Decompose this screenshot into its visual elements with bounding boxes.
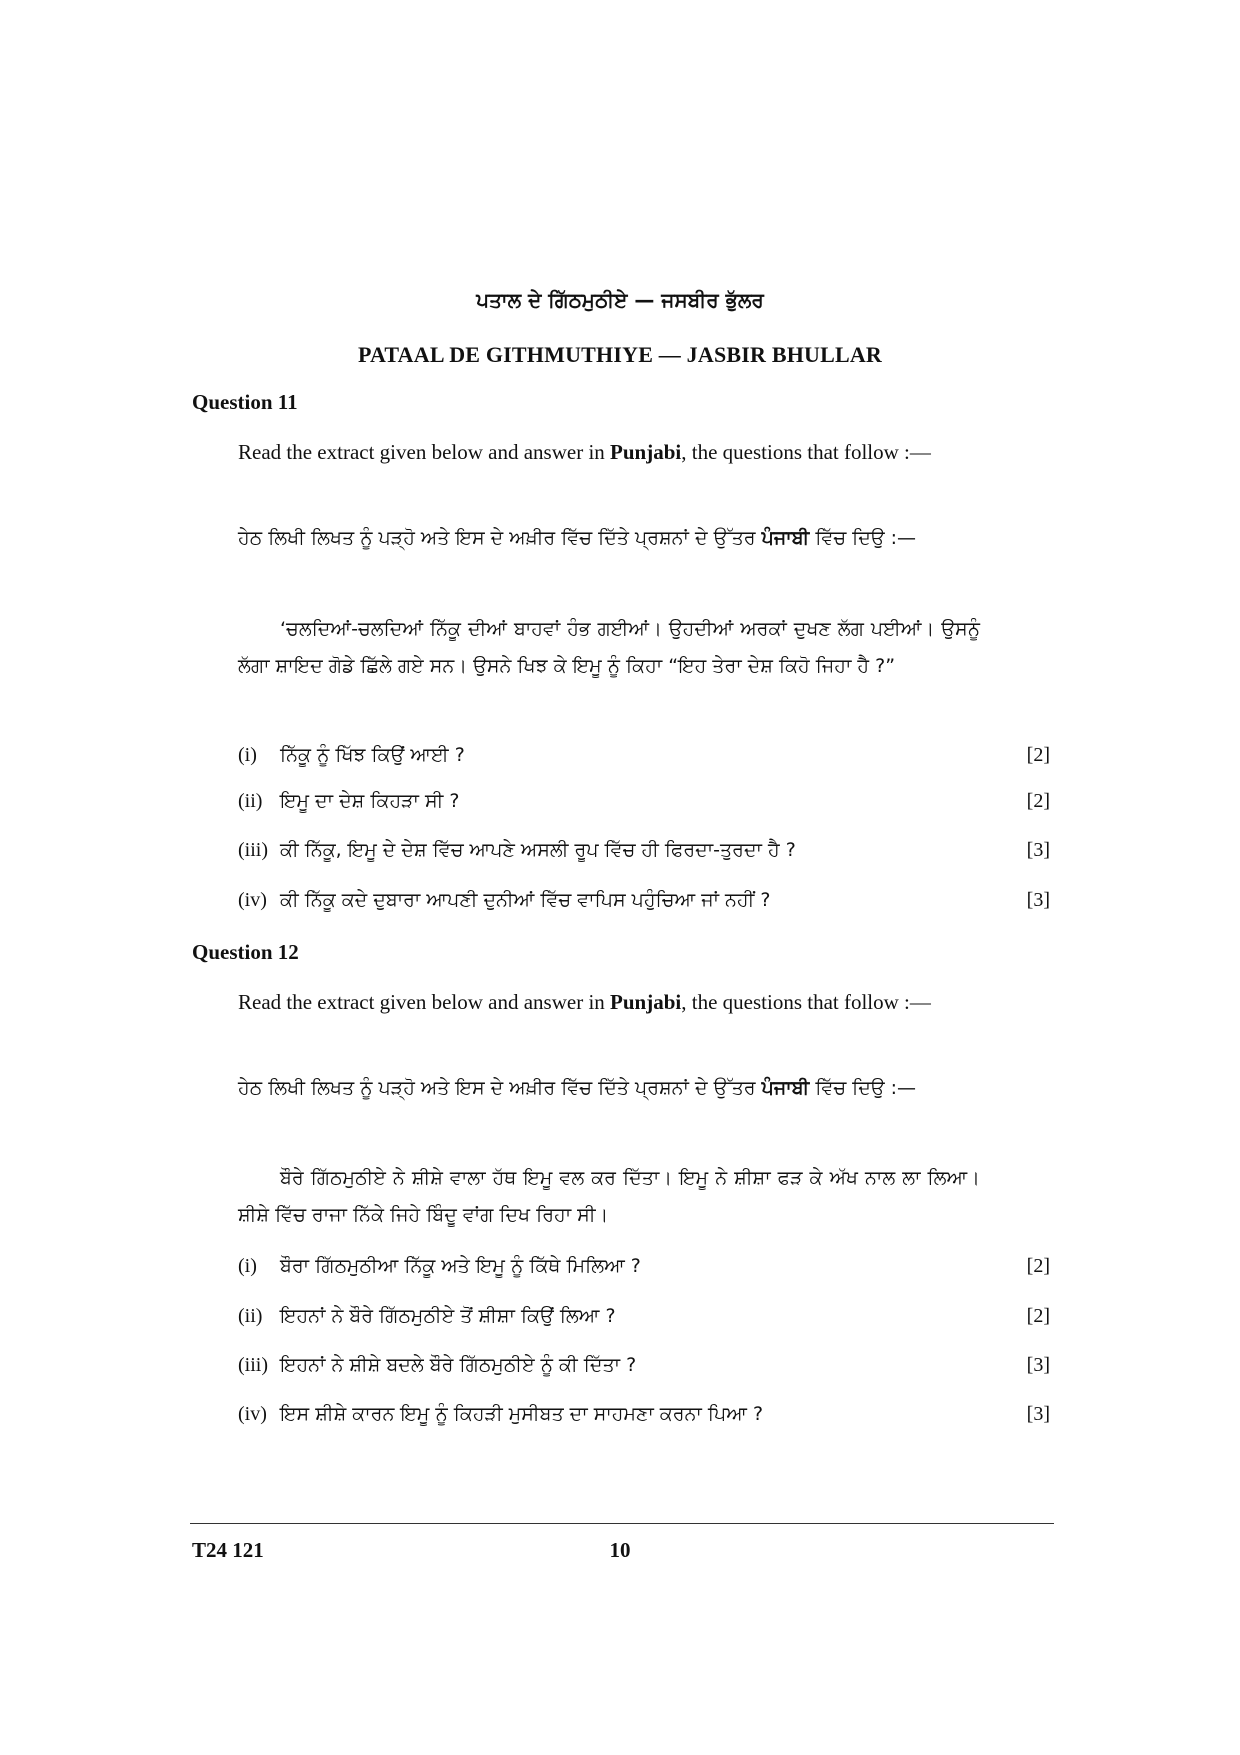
q12-item-number: (iii) [238, 1354, 268, 1376]
q11-extract: ‘ਚਲਦਿਆਂ-ਚਲਦਿਆਂ ਨਿੱਕੂ ਦੀਆਂ ਬਾਹਵਾਂ ਹੰਭ ਗਈਆਂ। ਉਹਦੀਆਂ ਅਰਕਾਂ ਦੁਖਣ ਲੱਗ ਪਈਆਂ। ਉਸਨੂੰ ਲੱਗਾ ਸ਼ਾਇਦ ਗੋਡੇ ਛਿੱਲੇ ਗਏ ਸਨ। ਉਸਨੇ ਖਿਝ ਕੇ ਇਮੂ ਨੂੰ ਕਿਹਾ “ਇਹ ਤੇਰਾ ਦੇਸ਼ ਕਿਹੋ ਜਿਹਾ ਹੈ ?” [238, 618, 980, 677]
q12-item-text: ਬੌਰਾ ਗਿੱਠਮੁਠੀਆ ਨਿੱਕੂ ਅਤੇ ਇਮੂ ਨੂੰ ਕਿੱਥੇ ਮਿਲਿਆ ? [280, 1255, 641, 1277]
q12-item [238, 1255, 1050, 1285]
question-12-heading: Question 12 [192, 940, 299, 964]
q12-instr-pa-a: ਹੇਠ ਲਿਖੀ ਲਿਖਤ ਨੂੰ ਪੜ੍ਹੋ ਅਤੇ ਇਸ ਦੇ ਅਖ਼ੀਰ ਵਿੱਚ ਦਿੱਤੇ ਪ੍ਰਸ਼ਨਾਂ ਦੇ ਉੱਤਰ [238, 1077, 762, 1099]
footer-rule [190, 1523, 1054, 1524]
q12-item-number: (i) [238, 1255, 257, 1277]
q11-item-text: ਕੀ ਨਿੱਕੂ, ਇਮੂ ਦੇ ਦੇਸ਼ ਵਿੱਚ ਆਪਣੇ ਅਸਲੀ ਰੂਪ ਵਿੱਚ ਹੀ ਫਿਰਦਾ-ਤੁਰਦਾ ਹੈ ? [280, 839, 796, 861]
q12-item [238, 1403, 1050, 1433]
q12-item-marks: [3] [1026, 1354, 1050, 1376]
q11-instr-pa-b: ਵਿੱਚ ਦਿਉ :— [809, 527, 917, 549]
page-number: 10 [609, 1538, 631, 1562]
q11-item-text: ਨਿੱਕੂ ਨੂੰ ਖਿੱਝ ਕਿਉਂ ਆਈ ? [280, 744, 465, 766]
q12-instr-en-keyword: Punjabi [610, 990, 682, 1014]
q11-instr-en-a: Read the extract given below and answer in [238, 440, 611, 464]
q11-item [238, 889, 1050, 919]
q11-instr-en-keyword: Punjabi [610, 440, 682, 464]
q12-item-number: (iv) [238, 1403, 267, 1425]
q12-instruction-punjabi [238, 1070, 980, 1107]
q12-item-marks: [3] [1026, 1403, 1050, 1425]
q12-item-text: ਇਹਨਾਂ ਨੇ ਬੌਰੇ ਗਿੱਠਮੁਠੀਏ ਤੋਂ ਸ਼ੀਸ਼ਾ ਕਿਉਂ ਲਿਆ ? [280, 1305, 616, 1327]
q11-item-text: ਇਮੂ ਦਾ ਦੇਸ਼ ਕਿਹੜਾ ਸੀ ? [280, 790, 460, 812]
q11-item-text: ਕੀ ਨਿੱਕੂ ਕਦੇ ਦੁਬਾਰਾ ਆਪਣੀ ਦੁਨੀਆਂ ਵਿੱਚ ਵਾਪਿਸ ਪਹੁੰਚਿਆ ਜਾਂ ਨਹੀਂ ? [280, 889, 771, 911]
title-punjabi: ਪਤਾਲ ਦੇ ਗਿੱਠਮੁਠੀਏ — ਜਸਬੀਰ ਭੁੱਲਰ [476, 288, 764, 312]
q12-instr-en-b: , the questions that follow :— [681, 990, 931, 1014]
q12-instr-en-a: Read the extract given below and answer in [238, 990, 611, 1014]
q11-item [238, 790, 1050, 820]
q11-instr-pa-a: ਹੇਠ ਲਿਖੀ ਲਿਖਤ ਨੂੰ ਪੜ੍ਹੋ ਅਤੇ ਇਸ ਦੇ ਅਖ਼ੀਰ ਵਿੱਚ ਦਿੱਤੇ ਪ੍ਰਸ਼ਨਾਂ ਦੇ ਉੱਤਰ [238, 527, 762, 549]
q12-item [238, 1354, 1050, 1384]
q12-item-text: ਇਹਨਾਂ ਨੇ ਸ਼ੀਸ਼ੇ ਬਦਲੇ ਬੌਰੇ ਗਿੱਠਮੁਠੀਏ ਨੂੰ ਕੀ ਦਿੱਤਾ ? [280, 1354, 637, 1376]
q11-instr-pa-keyword: ਪੰਜਾਬੀ [761, 527, 810, 549]
q11-item-number: (i) [238, 744, 257, 766]
q12-item-text: ਇਸ ਸ਼ੀਸ਼ੇ ਕਾਰਨ ਇਮੂ ਨੂੰ ਕਿਹੜੀ ਮੁਸੀਬਤ ਦਾ ਸਾਹਮਣਾ ਕਰਨਾ ਪਿਆ ? [280, 1403, 764, 1425]
q12-item-number: (ii) [238, 1305, 263, 1327]
q12-instr-pa-keyword: ਪੰਜਾਬੀ [761, 1077, 810, 1099]
q11-item-marks: [2] [1026, 744, 1050, 766]
q11-item-number: (iv) [238, 889, 267, 911]
q11-instr-en-b: , the questions that follow :— [681, 440, 931, 464]
q11-instruction-english [238, 434, 980, 471]
q11-item-marks: [3] [1026, 839, 1050, 861]
q12-instr-pa-b: ਵਿੱਚ ਦਿਉ :— [809, 1077, 917, 1099]
q12-instruction-english [238, 984, 980, 1021]
q11-item [238, 839, 1050, 869]
q11-item [238, 744, 1050, 774]
title-english: PATAAL DE GITHMUTHIYE — JASBIR BHULLAR [357, 342, 883, 367]
q11-item-number: (ii) [238, 790, 263, 812]
q11-item-marks: [2] [1026, 790, 1050, 812]
q12-item [238, 1305, 1050, 1335]
q11-instruction-punjabi [238, 520, 980, 557]
q11-item-marks: [3] [1026, 889, 1050, 911]
paper-code: T24 121 [192, 1538, 264, 1562]
q12-extract: ਬੌਰੇ ਗਿੱਠਮੁਠੀਏ ਨੇ ਸ਼ੀਸ਼ੇ ਵਾਲਾ ਹੱਥ ਇਮੂ ਵਲ ਕਰ ਦਿੱਤਾ। ਇਮੂ ਨੇ ਸ਼ੀਸ਼ਾ ਫੜ ਕੇ ਅੱਖ ਨਾਲ ਲਾ ਲਿਆ। ਸ਼ੀਸ਼ੇ ਵਿੱਚ ਰਾਜਾ ਨਿੱਕੇ ਜਿਹੇ ਬਿੰਦੂ ਵਾਂਗ ਦਿਖ ਰਿਹਾ ਸੀ। [238, 1167, 980, 1226]
question-11-heading: Question 11 [192, 390, 298, 414]
q11-item-number: (iii) [238, 839, 268, 861]
q12-item-marks: [2] [1026, 1305, 1050, 1327]
q12-item-marks: [2] [1026, 1255, 1050, 1277]
